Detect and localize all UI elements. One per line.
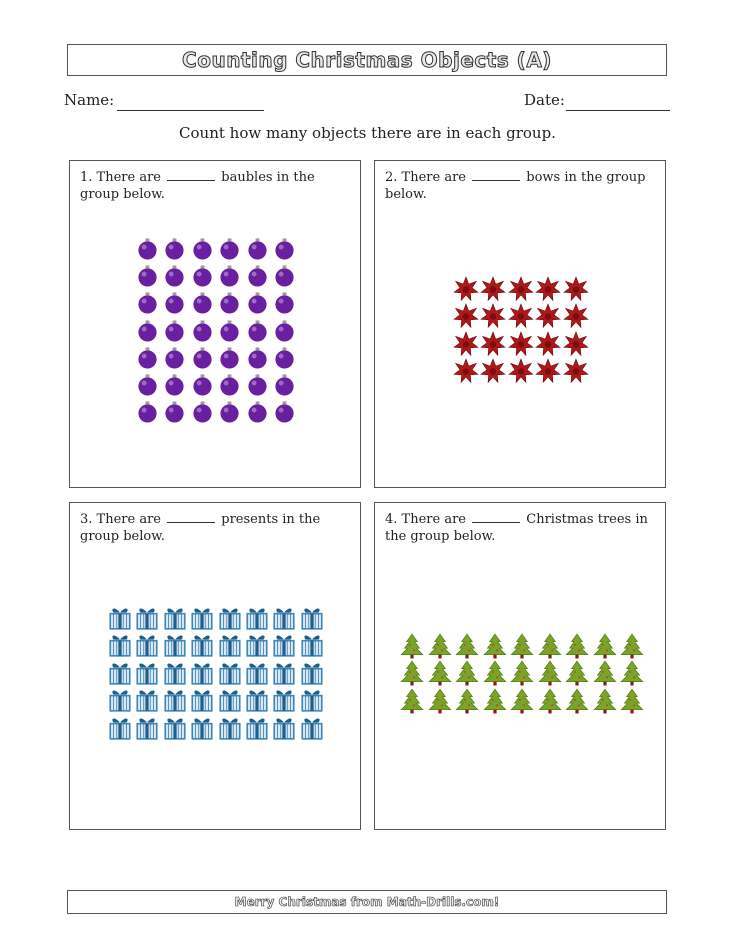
christmas-tree-icon bbox=[482, 633, 508, 659]
present-icon bbox=[244, 687, 270, 713]
present-icon bbox=[189, 687, 215, 713]
present-icon bbox=[189, 715, 215, 741]
bauble-icon bbox=[163, 319, 186, 342]
present-icon bbox=[299, 715, 325, 741]
question-text-1 bbox=[80, 169, 352, 203]
christmas-tree-icon bbox=[399, 688, 425, 714]
present-icon bbox=[217, 687, 243, 713]
christmas-tree-icon bbox=[427, 688, 453, 714]
present-icon bbox=[107, 632, 133, 658]
bauble-icon bbox=[136, 264, 159, 287]
question-suffix: Christmas trees in the group below. bbox=[385, 512, 648, 544]
answer-blank-1[interactable] bbox=[167, 169, 215, 181]
bow-icon bbox=[453, 358, 479, 384]
present-icon bbox=[217, 660, 243, 686]
christmas-tree-icon bbox=[482, 660, 508, 686]
bauble-icon bbox=[191, 291, 214, 314]
bauble-icon bbox=[273, 373, 296, 396]
present-icon bbox=[271, 605, 297, 631]
present-icon bbox=[244, 632, 270, 658]
question-number: 3. bbox=[80, 512, 93, 527]
bauble-icon bbox=[136, 373, 159, 396]
present-icon bbox=[162, 715, 188, 741]
object-grid-3 bbox=[107, 605, 326, 742]
present-icon bbox=[244, 605, 270, 631]
bow-icon bbox=[563, 303, 589, 329]
present-icon bbox=[217, 632, 243, 658]
bow-icon bbox=[563, 276, 589, 302]
question-prefix: There are bbox=[96, 170, 161, 185]
bauble-icon bbox=[191, 346, 214, 369]
bow-icon bbox=[535, 331, 561, 357]
present-icon bbox=[162, 660, 188, 686]
question-suffix: bows in the group below. bbox=[385, 170, 646, 202]
object-grid-1 bbox=[136, 237, 300, 427]
question-card-4 bbox=[374, 502, 666, 830]
present-icon bbox=[134, 660, 160, 686]
present-icon bbox=[271, 660, 297, 686]
question-number: 2. bbox=[385, 170, 398, 185]
question-card-3 bbox=[69, 502, 361, 830]
bauble-icon bbox=[273, 319, 296, 342]
bauble-icon bbox=[191, 319, 214, 342]
bauble-icon bbox=[218, 346, 241, 369]
christmas-tree-icon bbox=[619, 633, 645, 659]
date-field[interactable] bbox=[566, 110, 670, 111]
christmas-tree-icon bbox=[427, 660, 453, 686]
bow-icon bbox=[453, 331, 479, 357]
present-icon bbox=[134, 715, 160, 741]
instructions: Count how many objects there are in each group. bbox=[179, 124, 556, 142]
title-box bbox=[67, 44, 667, 76]
question-prefix: There are bbox=[401, 170, 466, 185]
bauble-icon bbox=[246, 237, 269, 260]
bauble-icon bbox=[136, 319, 159, 342]
bauble-icon bbox=[273, 264, 296, 287]
bauble-icon bbox=[218, 291, 241, 314]
bauble-icon bbox=[218, 319, 241, 342]
bow-icon bbox=[508, 358, 534, 384]
bow-icon bbox=[480, 358, 506, 384]
christmas-tree-icon bbox=[564, 688, 590, 714]
bow-icon bbox=[563, 358, 589, 384]
christmas-tree-icon bbox=[399, 660, 425, 686]
question-suffix: presents in the group below. bbox=[80, 512, 321, 544]
bauble-icon bbox=[136, 237, 159, 260]
worksheet-title: Counting Christmas Objects (A) bbox=[182, 48, 552, 72]
bauble-icon bbox=[218, 237, 241, 260]
present-icon bbox=[162, 687, 188, 713]
bauble-icon bbox=[246, 373, 269, 396]
bow-icon bbox=[563, 331, 589, 357]
bauble-icon bbox=[246, 400, 269, 423]
present-icon bbox=[107, 660, 133, 686]
question-prefix: There are bbox=[401, 512, 466, 527]
christmas-tree-icon bbox=[537, 688, 563, 714]
bauble-icon bbox=[136, 346, 159, 369]
present-icon bbox=[217, 715, 243, 741]
date-label: Date: bbox=[524, 91, 565, 109]
bow-icon bbox=[535, 303, 561, 329]
bauble-icon bbox=[246, 264, 269, 287]
present-icon bbox=[189, 605, 215, 631]
christmas-tree-icon bbox=[509, 633, 535, 659]
bauble-icon bbox=[136, 291, 159, 314]
answer-blank-4[interactable] bbox=[472, 511, 520, 523]
christmas-tree-icon bbox=[427, 633, 453, 659]
present-icon bbox=[162, 632, 188, 658]
bauble-icon bbox=[191, 264, 214, 287]
bauble-icon bbox=[273, 346, 296, 369]
bauble-icon bbox=[163, 373, 186, 396]
bow-icon bbox=[535, 276, 561, 302]
christmas-tree-icon bbox=[509, 660, 535, 686]
present-icon bbox=[107, 687, 133, 713]
question-card-1 bbox=[69, 160, 361, 488]
christmas-tree-icon bbox=[537, 660, 563, 686]
name-label: Name: bbox=[64, 91, 115, 109]
bauble-icon bbox=[218, 373, 241, 396]
present-icon bbox=[107, 715, 133, 741]
christmas-tree-icon bbox=[592, 633, 618, 659]
present-icon bbox=[189, 632, 215, 658]
present-icon bbox=[189, 660, 215, 686]
bauble-icon bbox=[163, 291, 186, 314]
bow-icon bbox=[480, 331, 506, 357]
christmas-tree-icon bbox=[619, 660, 645, 686]
question-prefix: There are bbox=[96, 512, 161, 527]
bauble-icon bbox=[163, 346, 186, 369]
present-icon bbox=[134, 632, 160, 658]
object-grid-2 bbox=[453, 276, 590, 386]
christmas-tree-icon bbox=[399, 633, 425, 659]
bow-icon bbox=[508, 276, 534, 302]
question-number: 1. bbox=[80, 170, 93, 185]
present-icon bbox=[271, 715, 297, 741]
present-icon bbox=[134, 605, 160, 631]
bauble-icon bbox=[191, 237, 214, 260]
bauble-icon bbox=[273, 400, 296, 423]
bauble-icon bbox=[163, 400, 186, 423]
present-icon bbox=[107, 605, 133, 631]
bow-icon bbox=[480, 276, 506, 302]
bow-icon bbox=[508, 331, 534, 357]
bauble-icon bbox=[218, 264, 241, 287]
christmas-tree-icon bbox=[537, 633, 563, 659]
christmas-tree-icon bbox=[509, 688, 535, 714]
christmas-tree-icon bbox=[619, 688, 645, 714]
present-icon bbox=[217, 605, 243, 631]
footer-box bbox=[67, 890, 667, 914]
bow-icon bbox=[453, 276, 479, 302]
question-text-2 bbox=[385, 169, 657, 203]
bauble-icon bbox=[191, 400, 214, 423]
present-icon bbox=[162, 605, 188, 631]
question-suffix: baubles in the group below. bbox=[80, 170, 315, 202]
present-icon bbox=[271, 687, 297, 713]
object-grid-4 bbox=[399, 633, 647, 715]
question-text-3 bbox=[80, 511, 352, 545]
bow-icon bbox=[480, 303, 506, 329]
bauble-icon bbox=[273, 237, 296, 260]
present-icon bbox=[244, 715, 270, 741]
christmas-tree-icon bbox=[454, 688, 480, 714]
bauble-icon bbox=[163, 237, 186, 260]
present-icon bbox=[244, 660, 270, 686]
answer-blank-3[interactable] bbox=[167, 511, 215, 523]
bauble-icon bbox=[246, 346, 269, 369]
present-icon bbox=[299, 687, 325, 713]
bauble-icon bbox=[218, 400, 241, 423]
bow-icon bbox=[508, 303, 534, 329]
christmas-tree-icon bbox=[482, 688, 508, 714]
christmas-tree-icon bbox=[564, 660, 590, 686]
present-icon bbox=[299, 660, 325, 686]
present-icon bbox=[134, 687, 160, 713]
christmas-tree-icon bbox=[564, 633, 590, 659]
christmas-tree-icon bbox=[592, 660, 618, 686]
answer-blank-2[interactable] bbox=[472, 169, 520, 181]
bow-icon bbox=[453, 303, 479, 329]
name-field[interactable] bbox=[117, 110, 264, 111]
christmas-tree-icon bbox=[592, 688, 618, 714]
bauble-icon bbox=[273, 291, 296, 314]
bow-icon bbox=[535, 358, 561, 384]
bauble-icon bbox=[136, 400, 159, 423]
question-card-2 bbox=[374, 160, 666, 488]
present-icon bbox=[271, 632, 297, 658]
bauble-icon bbox=[163, 264, 186, 287]
bauble-icon bbox=[246, 291, 269, 314]
bauble-icon bbox=[246, 319, 269, 342]
footer-text: Merry Christmas from Math-Drills.com! bbox=[234, 895, 500, 909]
question-text-4 bbox=[385, 511, 657, 545]
present-icon bbox=[299, 605, 325, 631]
bauble-icon bbox=[191, 373, 214, 396]
christmas-tree-icon bbox=[454, 660, 480, 686]
present-icon bbox=[299, 632, 325, 658]
christmas-tree-icon bbox=[454, 633, 480, 659]
question-number: 4. bbox=[385, 512, 398, 527]
